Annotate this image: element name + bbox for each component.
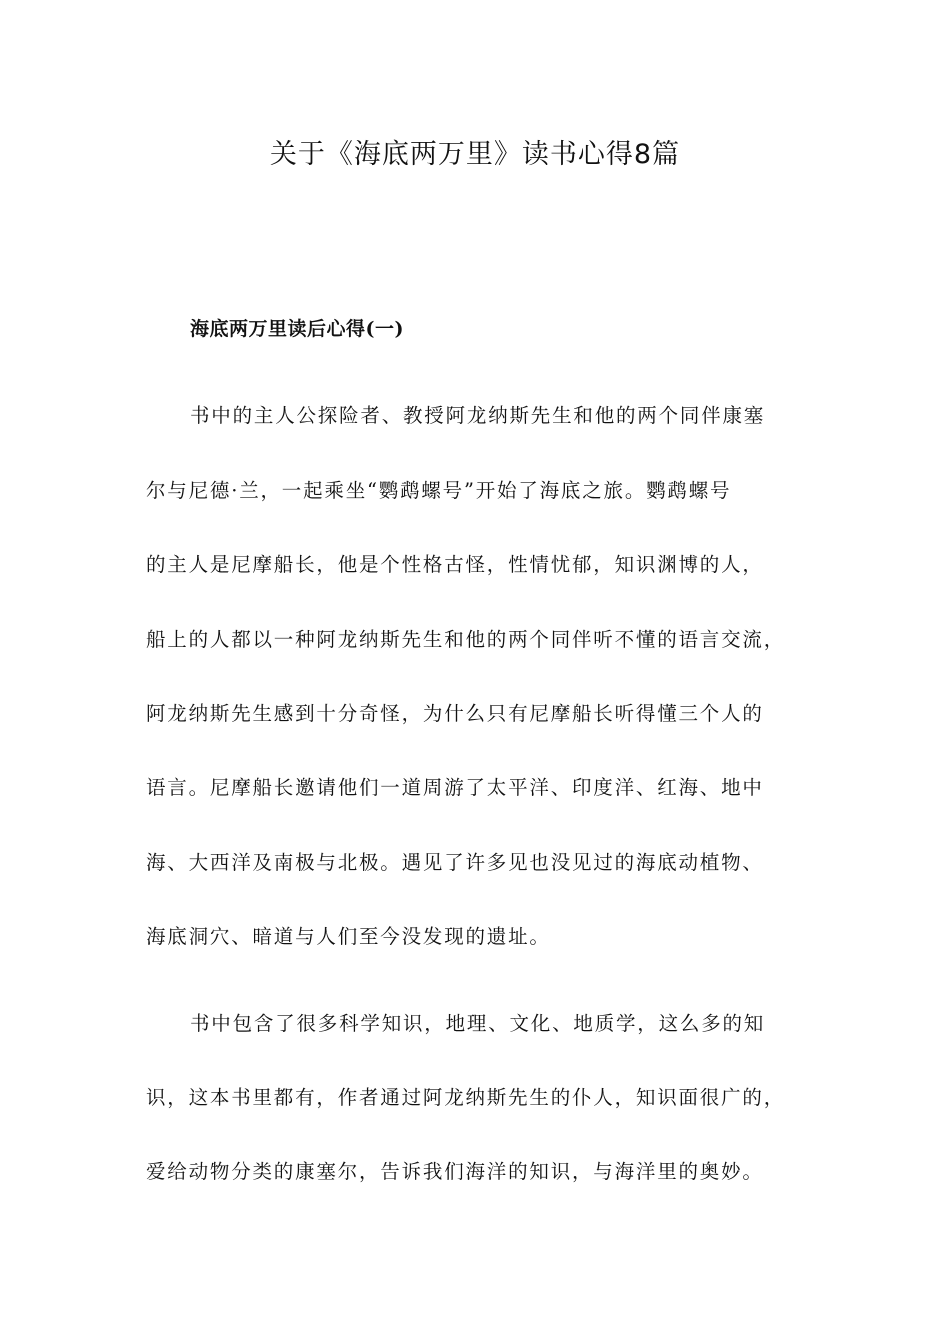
paragraph-line: 识，这本书里都有，作者通过阿龙纳斯先生的仆人，知识面很广的， <box>146 1086 786 1109</box>
paragraph-line: 书中的主人公探险者、教授阿龙纳斯先生和他的两个同伴康塞 <box>190 404 766 427</box>
paragraph-line: 爱给动物分类的康塞尔，告诉我们海洋的知识，与海洋里的奥妙。 <box>146 1160 764 1183</box>
document-title: 关于《海底两万里》读书心得8篇 <box>269 139 681 170</box>
paragraph-line: 海、大西洋及南极与北极。遇见了许多见也没见过的海底动植物、 <box>146 851 764 874</box>
paragraph-line: 书中包含了很多科学知识，地理、文化、地质学，这么多的知 <box>190 1012 766 1035</box>
paragraph-line: 海底洞穴、暗道与人们至今没发现的遗址。 <box>146 925 551 948</box>
paragraph-line: 阿龙纳斯先生感到十分奇怪，为什么只有尼摩船长听得懂三个人的 <box>146 702 764 725</box>
paragraph-line: 的主人是尼摩船长，他是个性格古怪，性情忧郁，知识渊博的人， <box>146 553 764 576</box>
section-heading: 海底两万里读后心得(一) <box>190 318 404 340</box>
paragraph-line: 语言。尼摩船长邀请他们一道周游了太平洋、印度洋、红海、地中 <box>146 776 764 799</box>
paragraph-line: 尔与尼德·兰，一起乘坐“鹦鹉螺号”开始了海底之旅。鹦鹉螺号 <box>146 479 732 502</box>
paragraph-line: 船上的人都以一种阿龙纳斯先生和他的两个同伴听不懂的语言交流， <box>146 628 786 651</box>
